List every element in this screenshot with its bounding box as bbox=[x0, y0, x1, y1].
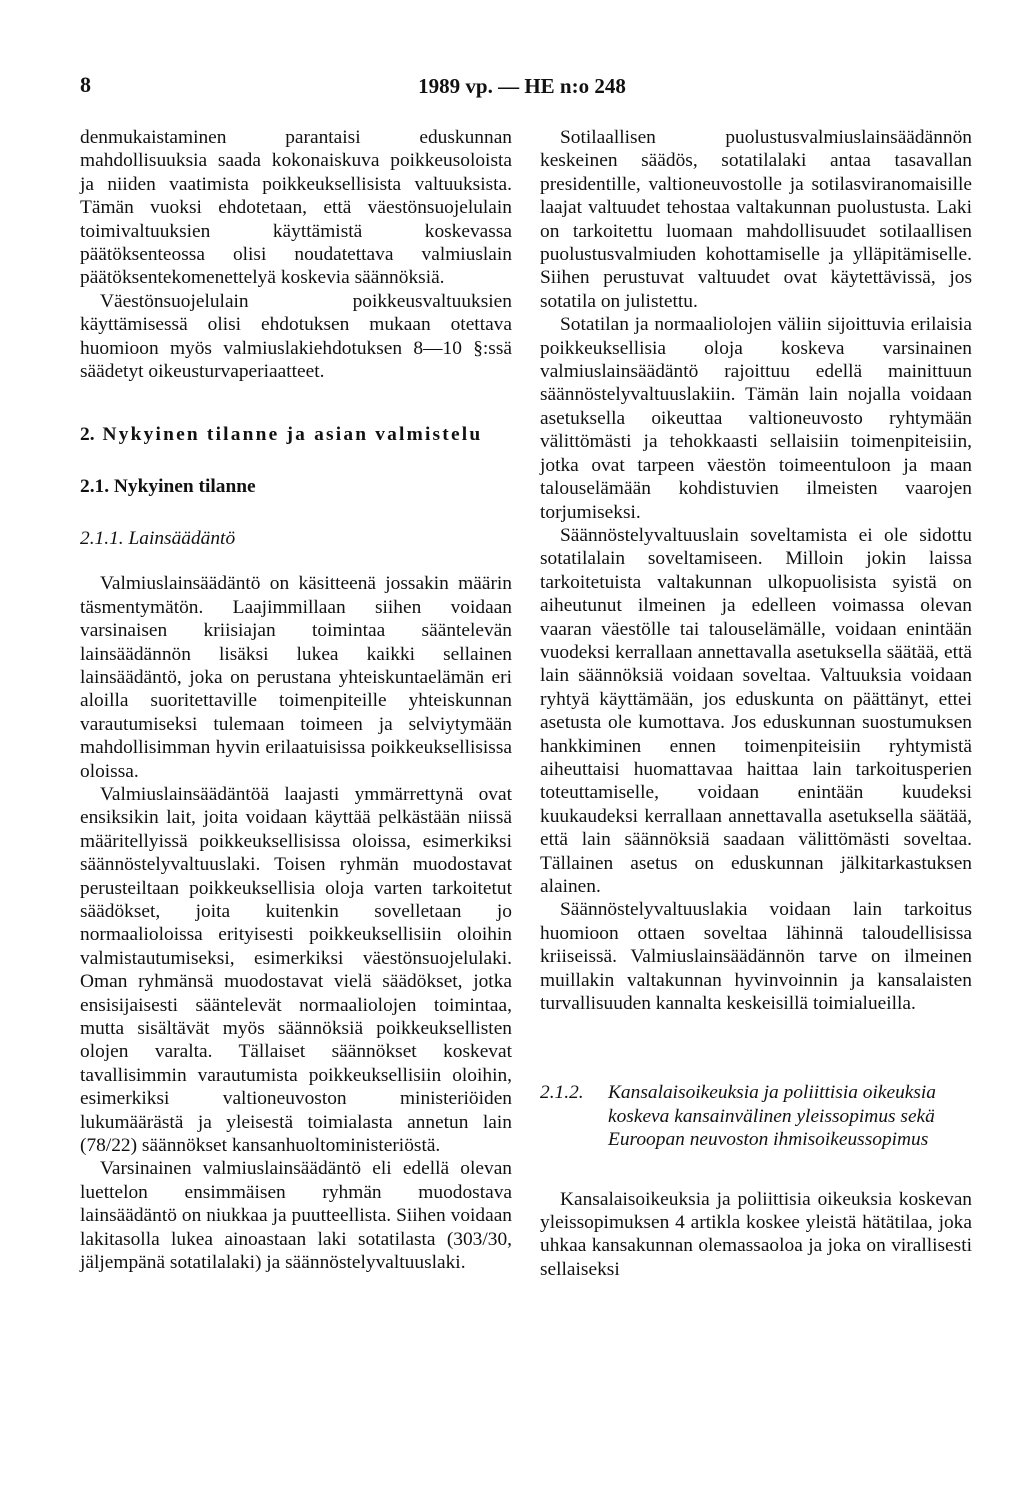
right-paragraph-2: Sotatilan ja normaaliolojen väliin sijoittuvia erilaisia poikkeuksellisia oloja koskeva varsinainen valmiuslainsäädäntö rajoittuu edellä mainittuun säännöstelyvaltuuslakiin. Tämän lain nojalla voidaan asetuksella oikeuttaa valtioneuvosto ryhtymään välittömästi ja tehokkaasti sellaisiin toimenpiteisiin, jotka ovat tarpeen väestön toimeentuloon ja maan talouselämään kohdistuvien ilmeisten vaarojen torjumiseksi. bbox=[540, 314, 972, 523]
right-column bbox=[540, 126, 972, 1281]
section-heading-2-text: Nykyinen tilanne ja asian valmistelu bbox=[102, 424, 483, 446]
section-heading-2-1: 2.1. Nykyinen tilanne bbox=[80, 476, 256, 498]
section-heading-2-1-1: 2.1.1. Lainsäädäntö bbox=[80, 527, 236, 549]
section-heading-2 bbox=[80, 423, 512, 447]
left-paragraph-1: denmukaistaminen parantaisi eduskunnan mahdollisuuksia saada kokonaiskuva poikkeusoloista ja niiden vaatimista poikkeuksellisista valtuuksista. Tämän vuoksi ehdotetaan, että väestönsuojelulain toimivaltuuksien käyttämistä koskevassa päätöksenteossa olisi noudatettava valmiuslain päätöksentekomenettelyä koskevia säännöksiä. bbox=[80, 127, 512, 289]
right-paragraph-3: Säännöstelyvaltuuslain soveltamista ei ole sidottu sotatilalain soveltamiseen. Milloin jokin laissa tarkoitetuista valtakunnan ulkopuolisista syistä on aiheutunut ilmeinen ja edelleen voimassa olevan vaaran väestölle tai talouselämälle, voidaan enintään vuodeksi kerrallaan annettavalla asetuksella säätää, että lain säännöksiä voidaan soveltaa. Valtuuksia voidaan ryhtyä käyttämään, jos eduskunta on päättänyt, ettei asetusta ole kumottava. Jos eduskunnan suostumuksen hankkiminen ennen toimenpiteisiin ryhtymistä aiheuttaisi huomattavaa haittaa lain tarkoitusperien toteuttamiselle, voidaan enintään kuudeksi kuukaudeksi kerrallaan annettavalla asetuksella säätää, että lain säännöksiä saadaan välittömästi soveltaa. Tällainen asetus on eduskunnan jälkitarkastuksen alainen. bbox=[540, 524, 972, 897]
section-heading-2-number: 2. bbox=[80, 424, 95, 446]
right-paragraph-4: Säännöstelyvaltuuslakia voidaan lain tarkoitus huomioon ottaen soveltaa lähinnä taloudellisissa kriiseissä. Valmiuslainsäädännön tarve on ilmeinen muillakin valtakunnan hyvinvoinnin ja kansalaisten turvallisuuden kannalta keskeisillä toimialueilla. bbox=[540, 899, 972, 1015]
left-paragraph-5: Varsinainen valmiuslainsäädäntö eli edellä olevan luettelon ensimmäisen ryhmän muodostava lainsäädäntö on niukkaa ja puutteellista. Siihen voidaan lakitasolla lukea ainoastaan laki sotatilasta (303/30, jäljempänä sotatilalaki) ja säännöstelyvaltuuslaki. bbox=[80, 1158, 512, 1274]
left-paragraph-2: Väestönsuojelulain poikkeusvaltuuksien käyttämisessä olisi ehdotuksen mukaan otettava huomioon myös valmiuslakiehdotuksen 8—10 §:ssä säädetyt oikeusturvaperiaatteet. bbox=[80, 290, 512, 383]
right-paragraph-1: Sotilaallisen puolustusvalmiuslainsäädännön keskeinen säädös, sotatilalaki antaa tasavallan presidentille, valtioneuvostolle ja sotilasviranomaisille laajat valtuudet tehostaa valtakunnan puolustusta. Laki on tarkoitettu luomaan mahdollisuudet sotilaallisen puolustusvalmiuden kohottamiselle ja ylläpitämiselle. Siihen perustuvat valtuudet ovat käytettävissä, jos sotatila on julistettu. bbox=[540, 127, 972, 312]
section-heading-2-1-2 bbox=[540, 1081, 972, 1151]
section-heading-2-1-2-number: 2.1.2. bbox=[540, 1082, 584, 1104]
right-paragraph-5: Kansalaisoikeuksia ja poliittisia oikeuksia koskevan yleissopimuksen 4 artikla koskee yleistä hätätilaa, joka uhkaa kansakunnan olemassaoloa ja joka on virallisesti sellaiseksi bbox=[540, 1188, 972, 1280]
left-paragraph-3: Valmiuslainsäädäntö on käsitteenä jossakin määrin täsmentymätön. Laajimmillaan siihen voidaan varsinaisen kriisiajan toimintaa sääntelevän lainsäädännön lisäksi lukea kaikki sellainen lainsäädäntö, joka on perustana yhteiskuntaelämän eri aloilla suoritettaville toimenpiteille yhteiskunnan varautumiseksi tulemaan toimeen ja selviytymään mahdollisimman hyvin erilaatuisissa poikkeuksellisissa oloissa. bbox=[80, 573, 512, 782]
page-number: 8 bbox=[80, 72, 91, 97]
section-heading-2-1-2-text: Kansalaisoikeuksia ja poliittisia oikeuksia koskeva kansainvälinen yleissopimus sekä Euroopan neuvoston ihmisoikeussopimus bbox=[608, 1082, 937, 1151]
running-head: 1989 vp. — HE n:o 248 bbox=[418, 74, 626, 98]
left-paragraph-4: Valmiuslainsäädäntöä laajasti ymmärrettynä ovat ensiksikin lait, joita voidaan käyttää pelkästään niissä määritellyissä poikkeuksellisissa oloissa, esimerkiksi säännöstelyvaltuuslaki. Toisen ryhmän muodostavat perusteiltaan poikkeuksellisia oloja varten tarkoitetut säädökset, joita kuitenkin sovelletaan jo normaalioloissa erityisesti poikkeuksellisiin oloihin valmistautumiseksi, esimerkiksi väestönsuojelulaki. Oman ryhmänsä muodostavat vielä säädökset, jotka ensisijaisesti sääntelevät normaaliolojen toimintaa, mutta sisältävät myös säännöksiä poikkeuksellisten olojen varalta. Tällaiset säännökset koskevat tavallisimmin varautumista poikkeuksellisiin oloihin, esimerkiksi valtioneuvoston ministeriöiden lukumäärästä ja yleisestä toimialasta annetun lain (78/22) säännökset kansanhuoltoministeriöstä. bbox=[80, 783, 512, 1157]
left-column bbox=[80, 126, 512, 1274]
